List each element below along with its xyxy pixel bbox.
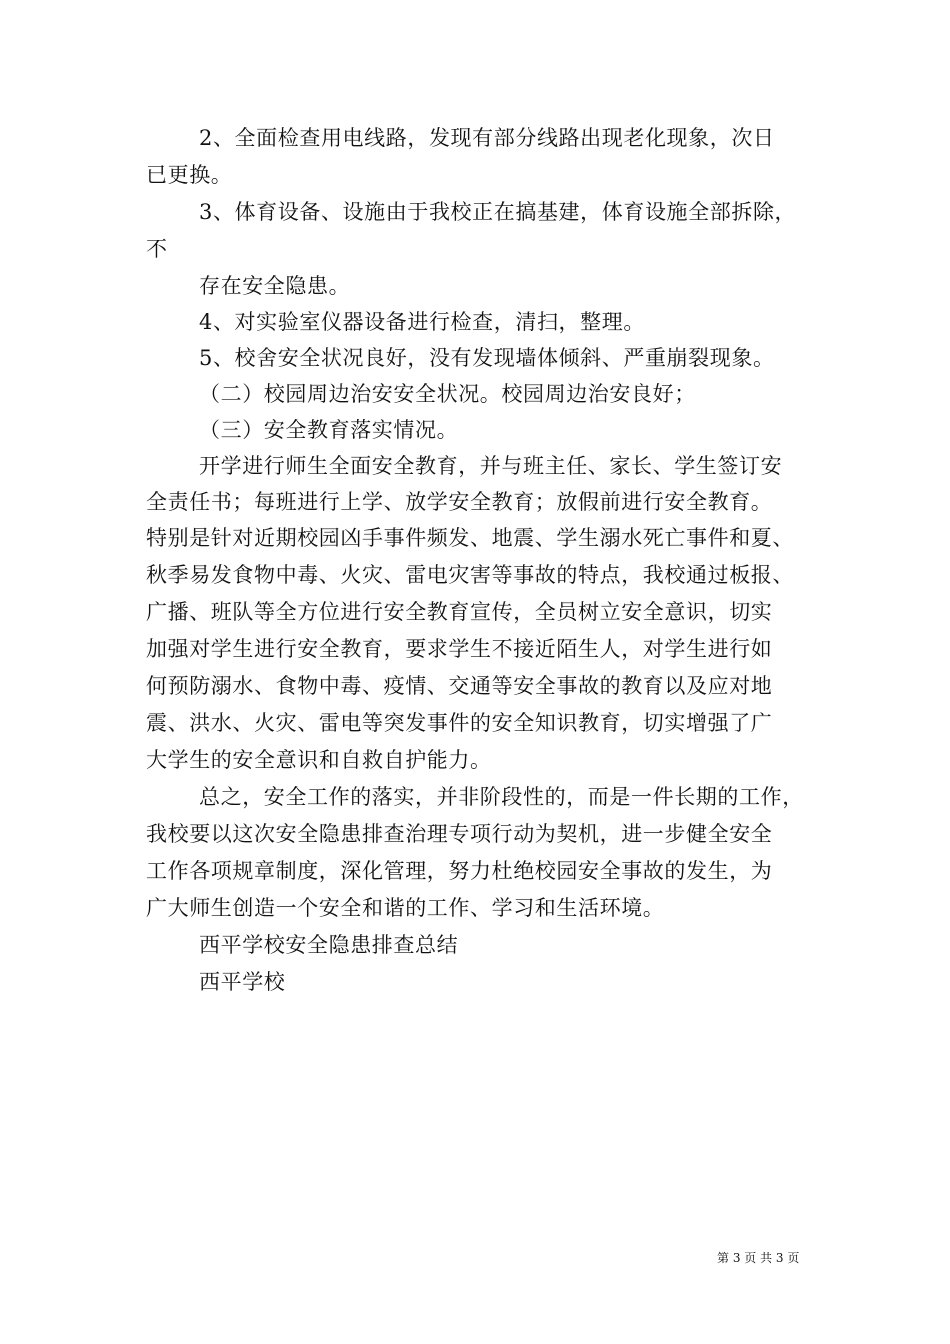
text-line: 存在安全隐患。 [199,274,351,298]
text-line: 4、对实验室仪器设备进行检查，清扫，整理。 [199,310,645,334]
text-line: 3、体育设备、设施由于我校正在搞基建，体育设施全部拆除， [199,200,797,224]
text-line: 特别是针对近期校园凶手事件频发、地震、学生溺水死亡事件和夏、 [146,526,794,550]
text-line: 震、洪水、火灾、雷电等突发事件的安全知识教育，切实增强了广 [146,711,773,735]
text-line: 全责任书；每班进行上学、放学安全教育；放假前进行安全教育。 [146,490,773,514]
text-line: （三）安全教育落实情况。 [199,418,459,442]
text-line: 西平学校 [199,970,286,994]
text-line: 5、校舍安全状况良好，没有发现墙体倾斜、严重崩裂现象。 [199,346,775,370]
text-line: 工作各项规章制度，深化管理，努力杜绝校园安全事故的发生，为 [146,859,773,883]
text-line: 我校要以这次安全隐患排查治理专项行动为契机，进一步健全安全 [146,822,773,846]
text-line: 大学生的安全意识和自救自护能力。 [146,748,492,772]
text-line: 加强对学生进行安全教育，要求学生不接近陌生人，对学生进行如 [146,637,773,661]
text-line: 何预防溺水、食物中毒、疫情、交通等安全事故的教育以及应对地 [146,674,773,698]
text-line: 开学进行师生全面安全教育，并与班主任、家长、学生签订安 [199,454,783,478]
text-line: 广播、班队等全方位进行安全教育宣传，全员树立安全意识，切实 [146,600,773,624]
text-line: 不 [146,237,168,261]
text-line: （二）校园周边治安安全状况。校园周边治安良好； [199,382,696,406]
text-line: 已更换。 [146,163,233,187]
text-line: 2、全面检查用电线路，发现有部分线路出现老化现象，次日 [199,126,775,150]
text-line: 广大师生创造一个安全和谐的工作、学习和生活环境。 [146,896,665,920]
text-line: 秋季易发食物中毒、火灾、雷电灾害等事故的特点，我校通过板报、 [146,563,794,587]
text-line: 总之，安全工作的落实，并非阶段性的，而是一件长期的工作， [199,785,804,809]
page-footer: 第 3 页 共 3 页 [717,1251,800,1265]
text-line: 西平学校安全隐患排查总结 [199,933,459,957]
